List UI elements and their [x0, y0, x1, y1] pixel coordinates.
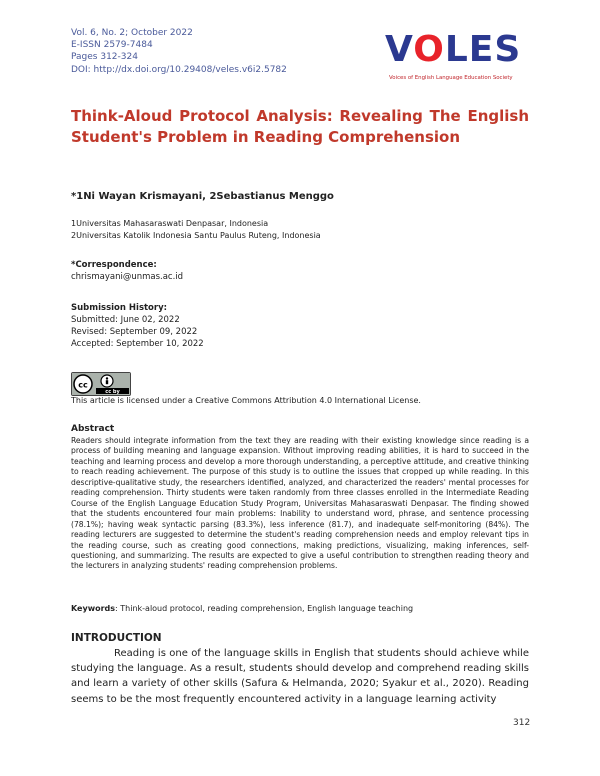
abstract-heading: Abstract	[71, 424, 115, 434]
cc-by-icon	[72, 373, 130, 395]
submission-history	[71, 302, 204, 350]
introduction-body: Reading is one of the language skills in English that students should achieve while studying the language. As a result, students should develop and comprehend reading skills and learn a variety of other skills (Safura & Helmanda, 2020; Syakur et al., 2020). Reading seems to be the most frequently encountered activity in a language learning activity	[71, 648, 529, 705]
affiliations	[71, 218, 321, 241]
correspondence-email[interactable]: chrismayani@unmas.ac.id	[71, 272, 184, 282]
journal-volume: Vol. 6, No. 2; October 2022	[71, 28, 193, 38]
abstract-body: Readers should integrate information from the text they are reading with their existing knowledge since reading is a process of building meaning and language expansion. Without improving reading abilities, it is hard to succeed in the teaching and learning process and develop a more thorough understanding, a perceptive attitude, and creative thinking to reach reading achievement. The purpose of this study is to outline the issues that cropped up while reading. In this descriptive-qualitative study, the researchers identified, analyzed, and characterized the readers' mental processes for reading comprehension. Thirty students were taken randomly from three classes enrolled in the Intermediate Reading Course of the English Language Education Study Program, Universitas Mahasaraswati Denpasar. The finding showed that the students encountered four main problems: Inability to understand word, phrase, and sentence processing (78.1%); having weak syntactic parsing (83.3%), less inference (81.7), and inadequate self-monitoring (84%). The reading lecturers are suggested to determine the student's reading comprehension needs and employ relevant tips in the reading course, such as creating good connections, making predictions, visualizing, making inferences, self-questioning, and summarizing. The results are expected to give a useful contribution to strengthen reading theory and the lecturers in analyzing students' reading comprehension problems.	[71, 436, 529, 571]
introduction-heading: INTRODUCTION	[71, 632, 162, 644]
journal-logo	[385, 30, 545, 90]
logo-tagline: Voices of English Language Education Society	[389, 75, 513, 81]
keywords	[71, 604, 413, 613]
history-submitted: Submitted: June 02, 2022	[71, 315, 180, 325]
logo-wordmark: VOLES	[385, 29, 522, 70]
correspondence-heading: *Correspondence:	[71, 260, 157, 270]
keywords-text: : Think-aloud protocol, reading comprehension, English language teaching	[115, 604, 414, 613]
history-revised: Revised: September 09, 2022	[71, 327, 198, 337]
journal-doi[interactable]: DOI: http://dx.doi.org/10.29408/veles.v6i2.5782	[71, 64, 287, 75]
journal-pages: Pages 312-324	[71, 52, 138, 63]
title-line-1: Think-Aloud Protocol Analysis: Revealing The English	[71, 107, 529, 125]
journal-eissn: E-ISSN 2579-7484	[71, 40, 153, 51]
page-number: 312	[513, 718, 531, 728]
svg-text:cc: cc	[78, 380, 88, 390]
svg-text:cc by: cc by	[105, 389, 120, 395]
affiliation-2: 2Universitas Katolik Indonesia Santu Paulus Ruteng, Indonesia	[71, 230, 321, 240]
cc-license-badge[interactable]	[71, 372, 131, 396]
history-heading: Submission History:	[71, 303, 168, 313]
paper-title	[71, 106, 529, 148]
history-accepted: Accepted: September 10, 2022	[71, 339, 204, 349]
title-line-2: Student's Problem in Reading Comprehension	[71, 128, 460, 146]
journal-meta	[71, 27, 287, 76]
keywords-label: Keywords	[71, 604, 116, 613]
affiliation-1: 1Universitas Mahasaraswati Denpasar, Indonesia	[71, 219, 269, 228]
correspondence	[71, 259, 183, 283]
authors: *1Ni Wayan Krismayani, 2Sebastianus Menggo	[71, 191, 334, 202]
license-text: This article is licensed under a Creative Commons Attribution 4.0 International License.	[71, 396, 421, 405]
